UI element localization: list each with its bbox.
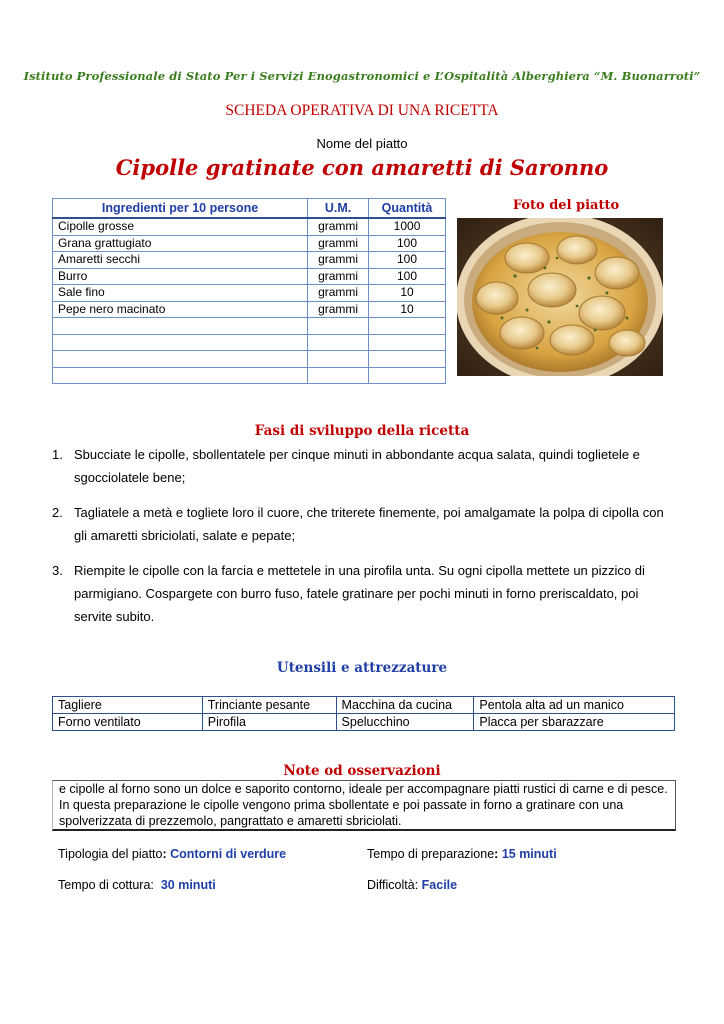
ingredient-quantity (369, 367, 446, 384)
dish-name: Cipolle gratinate con amaretti di Saronno (115, 155, 609, 180)
table-row (53, 334, 446, 351)
step-number: 2. (52, 505, 63, 520)
ingredients-header-row (53, 199, 446, 219)
step-text: Sbucciate le cipolle, sbollentatele per cinque minuti in abbondante acqua salata, quindi toglietele e sgocciolatele bene; (74, 447, 640, 485)
difficulty (367, 878, 457, 892)
ingredient-unit (308, 334, 369, 351)
list-item (52, 559, 672, 628)
table-row (53, 697, 675, 714)
table-row (53, 318, 446, 335)
notes-section-title: Note od osservazioni (283, 763, 441, 779)
ingredient-unit: grammi (308, 252, 369, 269)
dish-type-colon: : (162, 847, 167, 861)
list-item (52, 501, 672, 547)
ingredient-name (53, 318, 308, 335)
ingredient-quantity (369, 318, 446, 335)
ingredients-table (52, 198, 446, 384)
tools-section-title: Utensili e attrezzature (276, 660, 448, 676)
step-text: Riempite le cipolle con la farcia e mettetele in una pirofila unta. Su ogni cipolla mettete un pizzico di parmigiano. Cospargete con burro fuso, fatele gratinare per pochi minuti in forno preriscaldato, poi servite subito. (74, 563, 645, 624)
tool-cell: Tagliere (53, 697, 203, 714)
list-item (52, 443, 672, 489)
step-number: 3. (52, 563, 63, 578)
table-row (53, 285, 446, 302)
institute-name: Istituto Professionale di Stato Per i Servizi Enogastronomici e L’Ospitalità Alberghiera “M. Buonarroti” (23, 69, 701, 83)
ingredient-quantity: 100 (369, 235, 446, 252)
table-row (53, 252, 446, 269)
ingredient-unit: grammi (308, 268, 369, 285)
table-row (53, 301, 446, 318)
table-row (53, 367, 446, 384)
table-row (53, 268, 446, 285)
unit-header: U.M. (308, 199, 369, 219)
table-row (53, 218, 446, 235)
ingredient-quantity: 100 (369, 268, 446, 285)
cook-time-label: Tempo di cottura: (58, 878, 154, 892)
dish-type-label: Tipologia del piatto (58, 847, 163, 861)
tool-cell: Placca per sbarazzare (474, 714, 675, 731)
ingredient-quantity (369, 351, 446, 368)
dish-name-label: Nome del piatto (316, 136, 408, 151)
ingredient-unit (308, 351, 369, 368)
ingredient-quantity (369, 334, 446, 351)
ingredient-unit: grammi (308, 218, 369, 235)
ingredients-header: Ingredienti per 10 persone (53, 199, 308, 219)
quantity-header: Quantità (369, 199, 446, 219)
ingredient-unit: grammi (308, 285, 369, 302)
dish-type (58, 847, 286, 861)
prep-time (367, 847, 557, 861)
table-row (53, 235, 446, 252)
tool-cell: Spelucchino (336, 714, 474, 731)
ingredient-quantity: 10 (369, 301, 446, 318)
tool-cell: Trinciante pesante (202, 697, 336, 714)
ingredient-unit: grammi (308, 301, 369, 318)
ingredient-name: Burro (53, 268, 308, 285)
table-row (53, 714, 675, 731)
ingredient-name: Cipolle grosse (53, 218, 308, 235)
step-number: 1. (52, 447, 63, 462)
difficulty-label: Difficoltà: (367, 878, 419, 892)
cook-time (58, 878, 216, 892)
ingredient-name: Pepe nero macinato (53, 301, 308, 318)
photo-title: Foto del piatto (512, 198, 620, 213)
ingredient-name: Sale fino (53, 285, 308, 302)
document-title: SCHEDA OPERATIVA DI UNA RICETTA (225, 102, 499, 119)
dish-type-value: Contorni di verdure (166, 847, 287, 861)
ingredient-name (53, 367, 308, 384)
ingredient-unit (308, 318, 369, 335)
notes-box: e cipolle al forno sono un dolce e saporito contorno, ideale per accompagnare piatti rustici di carne e di pesce. In questa preparazione le cipolle vengono prima sbollentate e poi passate in forno a gratinare con una spolverizzata di prezzemolo, pangrattato e amaretti sbriciolati. (52, 780, 676, 831)
cook-time-value: 30 minuti (160, 878, 216, 892)
tool-cell: Macchina da cucina (336, 697, 474, 714)
ingredient-name: Amaretti secchi (53, 252, 308, 269)
step-text: Tagliatele a metà e togliete loro il cuore, che triterete finemente, poi amalgamate la polpa di cipolla con gli amaretti sbriciolati, salate e pepate; (74, 505, 664, 543)
tools-table (52, 696, 675, 731)
ingredient-quantity: 100 (369, 252, 446, 269)
gratin-dish-photo (457, 218, 663, 376)
table-row (53, 351, 446, 368)
ingredient-name (53, 351, 308, 368)
tool-cell: Pirofila (202, 714, 336, 731)
prep-time-value: 15 minuti (498, 847, 557, 861)
difficulty-value: Facile (421, 878, 458, 892)
recipe-steps-list (52, 443, 672, 640)
ingredient-name (53, 334, 308, 351)
ingredient-unit (308, 367, 369, 384)
tool-cell: Forno ventilato (53, 714, 203, 731)
ingredient-unit: grammi (308, 235, 369, 252)
ingredient-quantity: 1000 (369, 218, 446, 235)
tool-cell: Pentola alta ad un manico (474, 697, 675, 714)
ingredient-quantity: 10 (369, 285, 446, 302)
prep-time-label: Tempo di preparazione (367, 847, 495, 861)
steps-section-title: Fasi di sviluppo della ricetta (254, 423, 470, 439)
ingredient-name: Grana grattugiato (53, 235, 308, 252)
prep-time-colon: : (494, 847, 499, 861)
